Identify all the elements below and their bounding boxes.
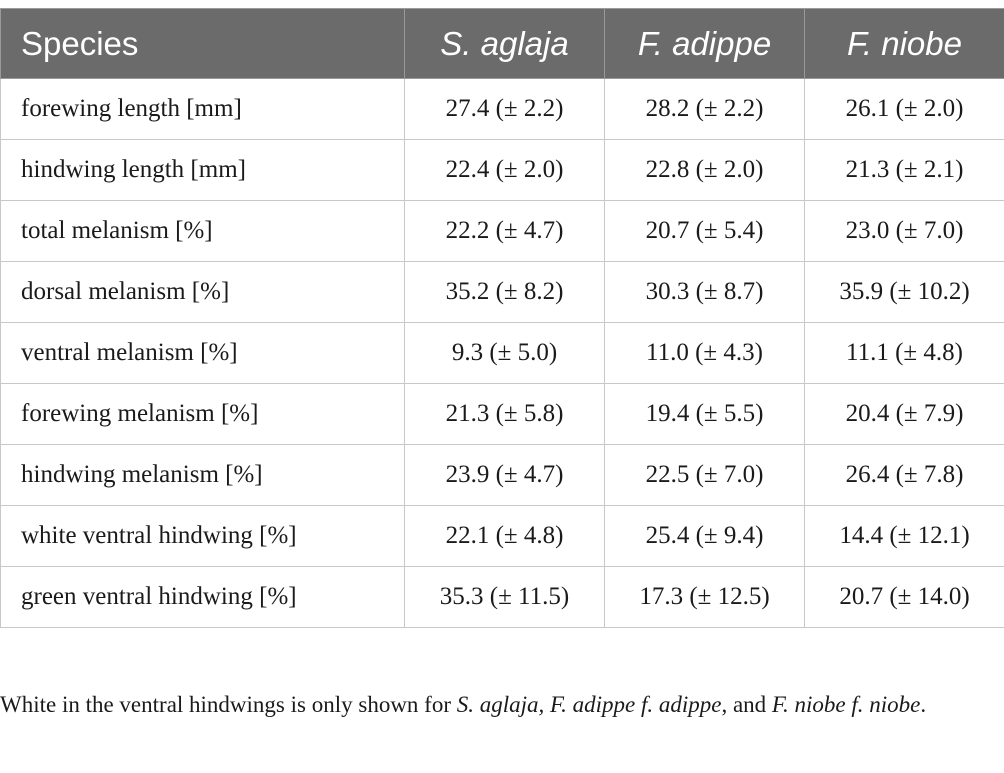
cell-f-niobe: 14.4 (± 12.1) [805,506,1004,567]
header-f-adippe: F. adippe [605,9,805,79]
species-data-table [0,8,1004,628]
table-row [1,445,1004,506]
table-row [1,79,1004,140]
table-body [1,79,1004,628]
cell-s-aglaja: 9.3 (± 5.0) [405,323,605,384]
row-label: hindwing length [mm] [1,140,405,201]
cell-f-adippe: 22.8 (± 2.0) [605,140,805,201]
cell-f-niobe: 11.1 (± 4.8) [805,323,1004,384]
header-f-niobe: F. niobe [805,9,1004,79]
cell-f-niobe: 20.4 (± 7.9) [805,384,1004,445]
row-label: total melanism [%] [1,201,405,262]
table-footnote [0,688,990,722]
footnote-species-2: F. niobe f. niobe [771,692,921,717]
cell-f-adippe: 25.4 (± 9.4) [605,506,805,567]
row-label: forewing length [mm] [1,79,405,140]
cell-s-aglaja: 35.3 (± 11.5) [405,567,605,628]
footnote-species-1: S. aglaja, F. adippe f. adippe [456,692,722,717]
table-row [1,323,1004,384]
cell-f-niobe: 23.0 (± 7.0) [805,201,1004,262]
row-label: forewing melanism [%] [1,384,405,445]
row-label: hindwing melanism [%] [1,445,405,506]
cell-f-adippe: 20.7 (± 5.4) [605,201,805,262]
cell-f-niobe: 26.4 (± 7.8) [805,445,1004,506]
cell-f-adippe: 22.5 (± 7.0) [605,445,805,506]
row-label: green ventral hindwing [%] [1,567,405,628]
cell-s-aglaja: 23.9 (± 4.7) [405,445,605,506]
cell-s-aglaja: 22.1 (± 4.8) [405,506,605,567]
row-label: white ventral hindwing [%] [1,506,405,567]
table-row [1,262,1004,323]
cell-f-niobe: 35.9 (± 10.2) [805,262,1004,323]
cell-f-niobe: 21.3 (± 2.1) [805,140,1004,201]
header-species: Species [1,9,405,79]
footnote-suffix: . [920,692,927,717]
cell-s-aglaja: 22.4 (± 2.0) [405,140,605,201]
row-label: dorsal melanism [%] [1,262,405,323]
table-row [1,567,1004,628]
cell-f-adippe: 17.3 (± 12.5) [605,567,805,628]
header-row [1,9,1004,79]
table-row [1,140,1004,201]
cell-s-aglaja: 21.3 (± 5.8) [405,384,605,445]
footnote-middle: , and [721,692,772,717]
cell-s-aglaja: 27.4 (± 2.2) [405,79,605,140]
cell-f-adippe: 28.2 (± 2.2) [605,79,805,140]
table-header [1,9,1004,79]
row-label: ventral melanism [%] [1,323,405,384]
footnote-prefix: White in the ventral hindwings is only shown for [0,692,457,717]
cell-f-adippe: 30.3 (± 8.7) [605,262,805,323]
table-row [1,201,1004,262]
cell-f-adippe: 11.0 (± 4.3) [605,323,805,384]
table-row [1,506,1004,567]
cell-f-adippe: 19.4 (± 5.5) [605,384,805,445]
cell-s-aglaja: 22.2 (± 4.7) [405,201,605,262]
table-row [1,384,1004,445]
cell-s-aglaja: 35.2 (± 8.2) [405,262,605,323]
cell-f-niobe: 26.1 (± 2.0) [805,79,1004,140]
cell-f-niobe: 20.7 (± 14.0) [805,567,1004,628]
header-s-aglaja: S. aglaja [405,9,605,79]
